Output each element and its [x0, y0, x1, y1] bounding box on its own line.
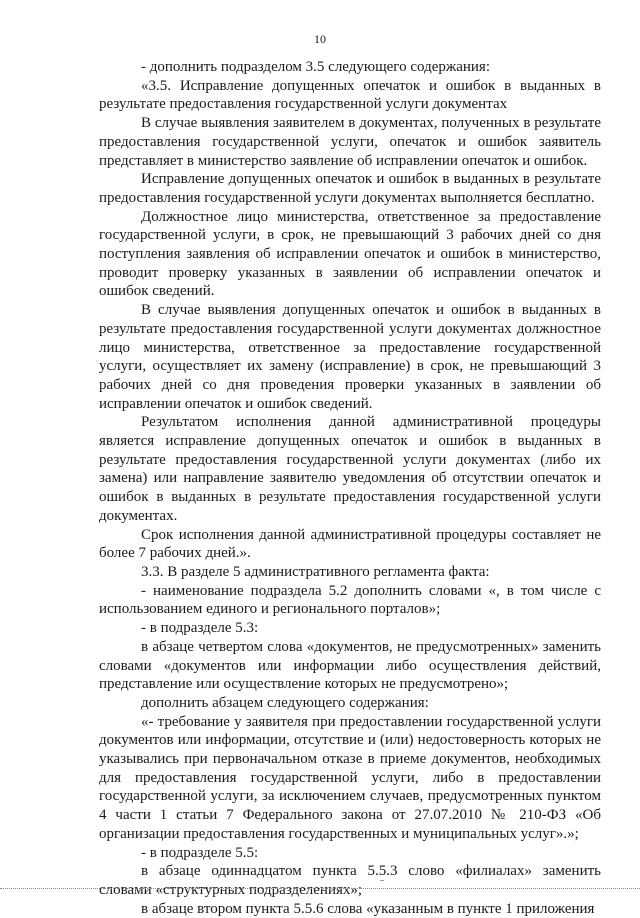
paragraph: в абзаце втором пункта 5.5.6 слова «указанным в пункте 1 приложения [141, 900, 595, 917]
paragraph: в абзаце четвертом слова «документов, не предусмотренных» заменить словами «документов или информации либо осуществления действий, представление или осуществление которых не предусмотрено»; [99, 638, 601, 693]
paragraph: «3.5. Исправление допущенных опечаток и ошибок в выданных в результате предоставления государственной услуги документах [99, 77, 601, 113]
paragraph: В случае выявления допущенных опечаток и ошибок в выданных в результате предоставления государственной услуги документах должностное лицо министерства, ответственное за предоставление государственной услуги, осуществляет их замену (исправление) в срок, не превышающий 3 рабочих дней со дня проведения проверки указанных в заявлении об исправлении опечаток и ошибок сведений. [99, 302, 601, 412]
paragraph: - в подразделе 5.5: [141, 844, 259, 861]
page-bottom-rule [0, 888, 640, 889]
paragraph: - дополнить подразделом 3.5 следующего содержания: [141, 59, 490, 75]
paragraph: Результатом исполнения данной административной процедуры является исправление допущенных опечаток и ошибок в выданных в результате предоставления государственной услуги документах (либо их замена) или направление заявителю уведомления об отсутствии опечаток и ошибок в выданных в результате предоставления государственной услуги документах. [99, 414, 601, 524]
paragraph: - наименование подраздела 5.2 дополнить словами «, в том числе с использованием единого и регионального порталов»; [99, 582, 601, 618]
paragraph: Должностное лицо министерства, ответственное за предоставление государственной услуги, в срок, не превышающий 3 рабочих дней со дня поступления заявления об исправлении опечаток и ошибок в министерство, проводит проверку указанных в заявлении об исправлении опечаток и ошибок сведений. [99, 208, 601, 300]
paragraph: - в подразделе 5.3: [141, 620, 259, 637]
paragraph: 3.3. В разделе 5 административного регламента факта: [141, 563, 490, 580]
paragraph: «- требование у заявителя при предоставлении государственной услуги документов или информации, отсутствие и (или) недостоверность которых не указывались при первоначальном отказе в приеме документов, необходимых для предоставления государственной услуги, либо в предоставлении государственной услуги, за исключением случаев, предусмотренных пунктом 4 части 1 статьи 7 Федерального закона от 27.07.2010 № 210-ФЗ «Об организации предоставления государственных и муниципальных услуг».»; [99, 713, 601, 842]
paragraph: Срок исполнения данной административной процедуры составляет не более 7 рабочих дней.». [99, 526, 601, 562]
scan-mark [380, 880, 384, 881]
paragraph: В случае выявления заявителем в документах, полученных в результате предоставления государственной услуги, опечаток и ошибок заявитель представляет в министерство заявление об исправлении опечаток и ошибок. [99, 115, 601, 169]
document-body [99, 58, 601, 918]
paragraph: дополнить абзацем следующего содержания: [141, 694, 429, 711]
paragraph: Исправление допущенных опечаток и ошибок в выданных в результате предоставления государственной услуги документах выполняется бесплатно. [99, 171, 601, 206]
paragraph: в абзаце одиннадцатом пункта 5.5.3 слово «филиалах» заменить словами «структурных подразделениях»; [99, 863, 601, 898]
page-number: 10 [314, 32, 326, 46]
